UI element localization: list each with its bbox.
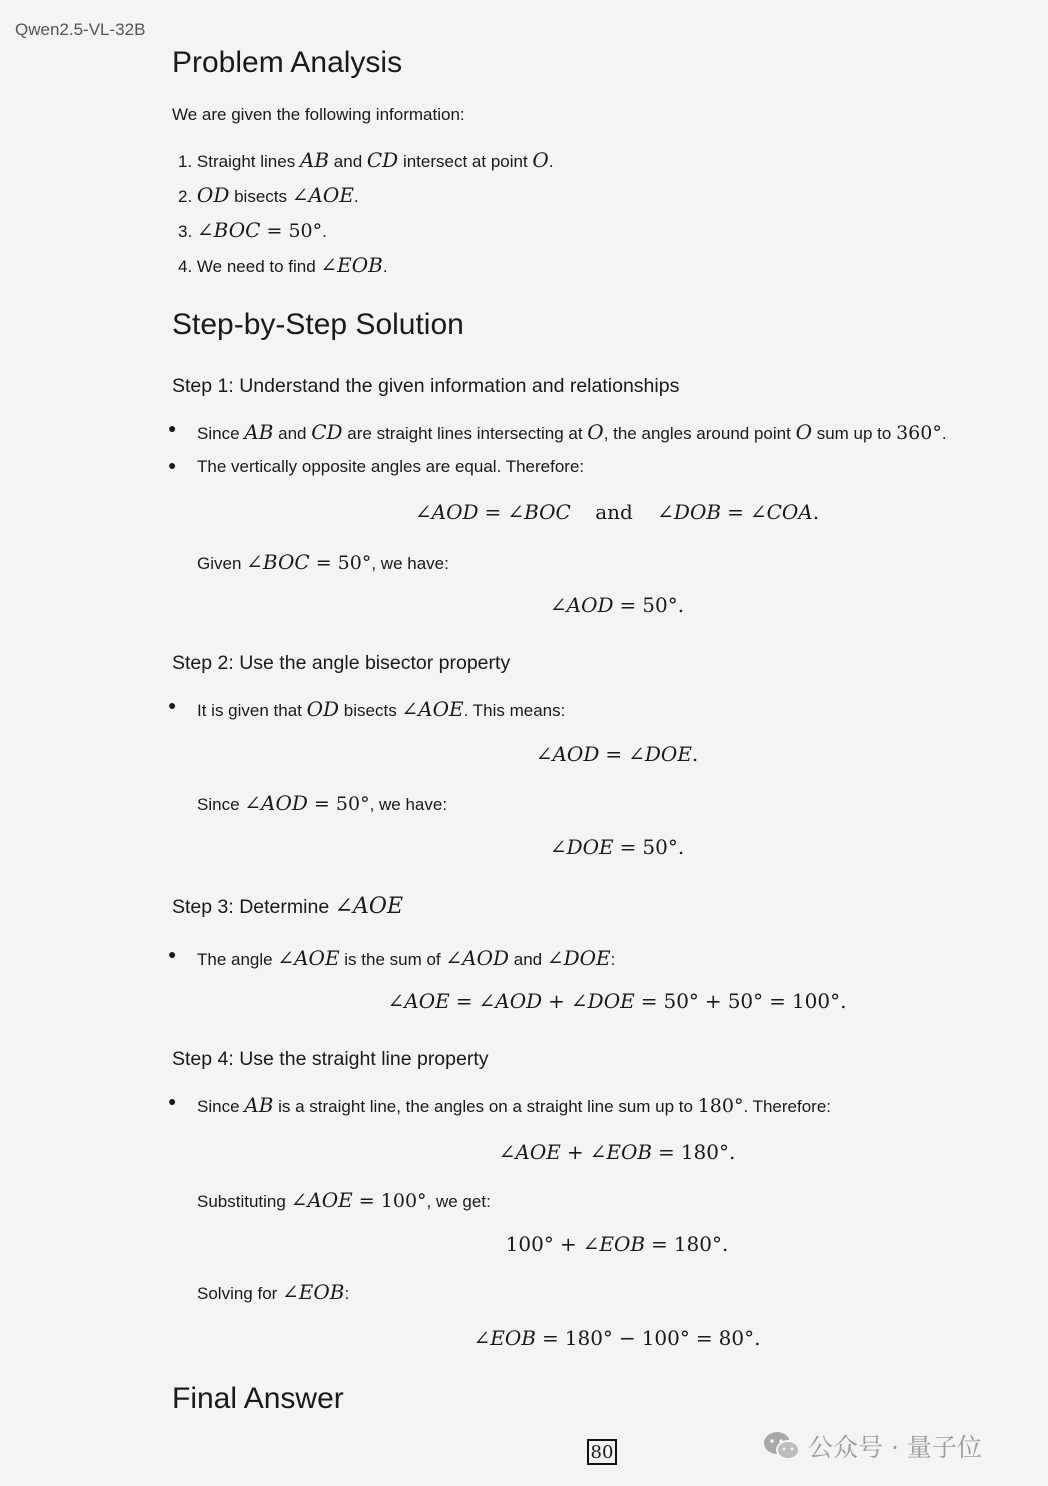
step2-equation-2: ∠DOE = 50°. [549, 835, 685, 859]
step2-heading: Step 2: Use the angle bisector property [172, 652, 511, 674]
watermark: 公众号 · 量子位 [762, 1428, 982, 1468]
analysis-heading: Problem Analysis [172, 46, 403, 79]
step1-bullet-2: ● The vertically opposite angles are equal. Therefore: [168, 457, 585, 476]
step2-bullet-1: ● It is given that OD bisects ∠AOE. This means: [168, 697, 566, 721]
solution-heading: Step-by-Step Solution [172, 308, 464, 341]
step3-equation-1: ∠AOE = ∠AOD + ∠DOE = 50° + 50° = 100°. [387, 989, 847, 1013]
step1-equation-1: ∠AOD = ∠BOC and ∠DOB = ∠COA. [414, 500, 820, 524]
wechat-icon [762, 1430, 802, 1468]
step2-equation-1: ∠AOD = ∠DOE. [535, 742, 699, 766]
step4-substituting-line: Substituting ∠AOE = 100°, we get: [197, 1188, 491, 1212]
step4-solving-line: Solving for ∠EOB: [197, 1280, 350, 1304]
step4-heading: Step 4: Use the straight line property [172, 1048, 489, 1070]
step3-bullet-1: ● The angle ∠AOE is the sum of ∠AOD and ∠DOE: [168, 946, 616, 970]
final-answer-heading: Final Answer [172, 1382, 344, 1415]
analysis-intro: We are given the following information: [172, 105, 465, 124]
given-item-2: 2. OD bisects ∠AOE. [178, 183, 359, 207]
boxed-answer: 80 [587, 1439, 617, 1465]
step1-bullet-1: ● Since AB and CD are straight lines intersecting at O, the angles around point O sum up to 360°. [168, 420, 947, 444]
step1-given-line: Given ∠BOC = 50°, we have: [197, 550, 449, 574]
step4-equation-2: 100° + ∠EOB = 180°. [505, 1232, 729, 1256]
step1-heading: Step 1: Understand the given information and relationships [172, 375, 680, 397]
given-item-1: 1. Straight lines AB and CD intersect at point O. [178, 148, 554, 172]
step4-equation-1: ∠AOE + ∠EOB = 180°. [498, 1140, 736, 1164]
given-item-3: 3. ∠BOC = 50°. [178, 218, 327, 242]
given-item-4: 4. We need to find ∠EOB. [178, 253, 388, 277]
step1-equation-2: ∠AOD = 50°. [549, 593, 685, 617]
step2-since-line: Since ∠AOD = 50°, we have: [197, 791, 448, 815]
step4-bullet-1: ● Since AB is a straight line, the angles on a straight line sum up to 180°. Therefore: [168, 1093, 832, 1117]
model-label: Qwen2.5-VL-32B [15, 20, 146, 39]
step4-equation-3: ∠EOB = 180° − 100° = 80°. [473, 1326, 761, 1350]
step3-heading: Step 3: Determine ∠AOE [172, 894, 404, 919]
